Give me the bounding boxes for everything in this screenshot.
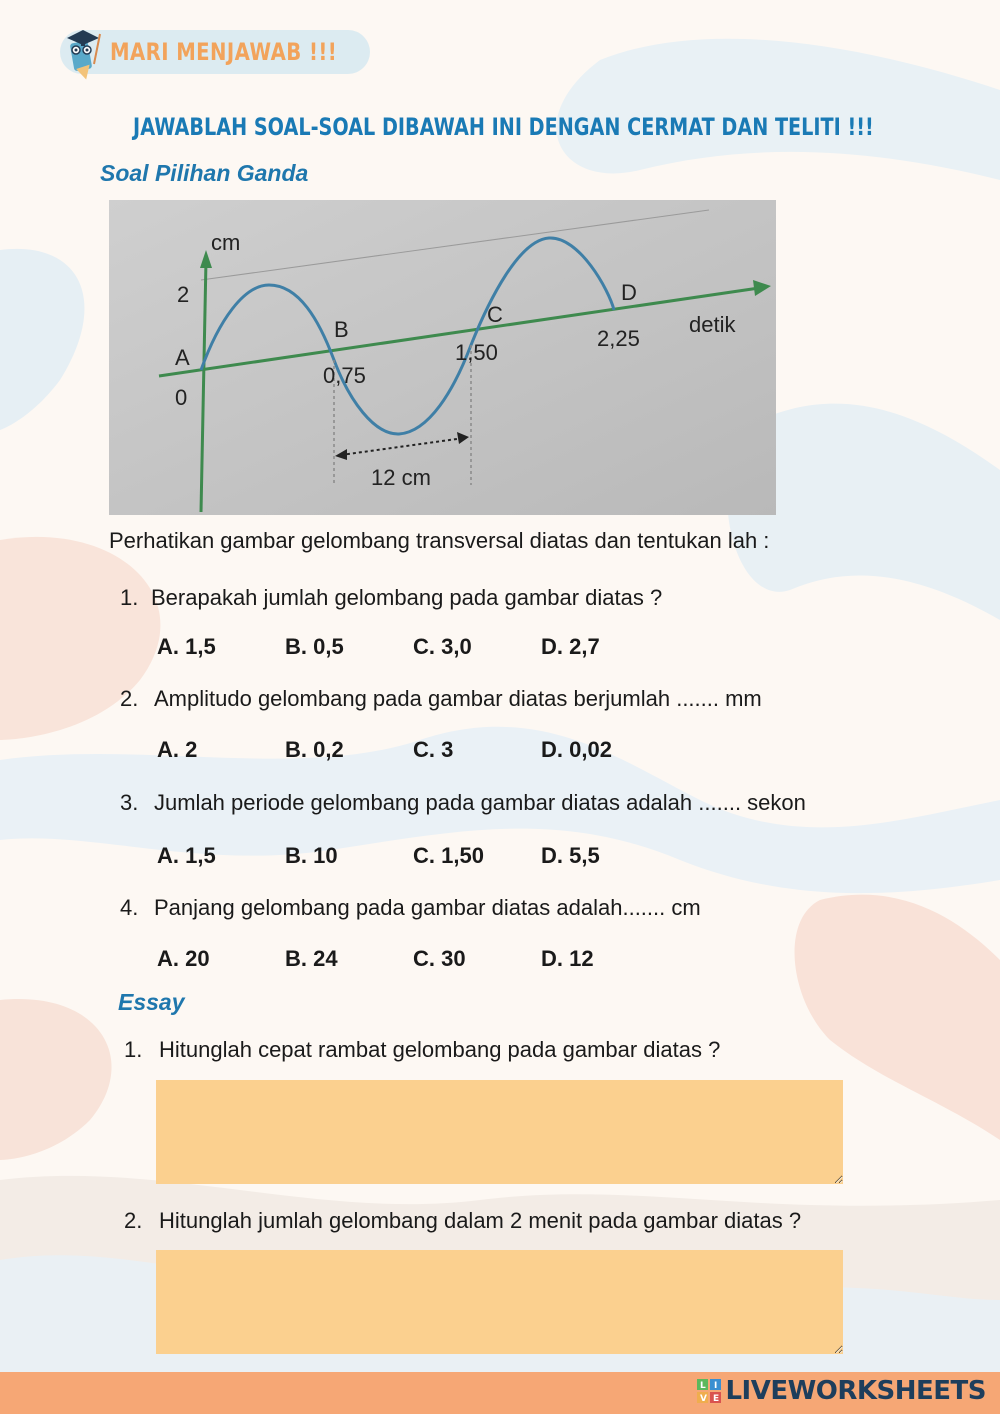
option-a[interactable]: A. 2 [157, 737, 198, 762]
option-b[interactable]: B. 10 [285, 843, 338, 868]
y-tick-label: 2 [177, 282, 190, 307]
point-label-b: B [334, 317, 349, 342]
svg-text:L: L [700, 1381, 706, 1391]
svg-text:V: V [700, 1394, 707, 1403]
option-b[interactable]: B. 24 [285, 946, 338, 971]
option-b[interactable]: B. 0,5 [285, 634, 344, 659]
option-d[interactable]: D. 12 [541, 946, 594, 971]
essay-question-number: 1. [124, 1037, 143, 1062]
essay-answer-field-1[interactable] [156, 1080, 843, 1184]
x-tick-label: 1,50 [455, 340, 498, 365]
option-b[interactable]: B. 0,2 [285, 737, 344, 762]
question-prompt: Perhatikan gambar gelombang transversal diatas dan tentukan lah : [109, 528, 770, 553]
x-tick-label: 2,25 [597, 326, 640, 351]
question-number: 3. [120, 790, 139, 815]
header-title: MARI MENJAWAB !!! [110, 38, 338, 66]
y-unit-label: cm [211, 230, 241, 255]
y-tick-label: 0 [175, 385, 188, 410]
question-number: 4. [120, 895, 139, 920]
option-a[interactable]: A. 1,5 [157, 843, 216, 868]
question-text: Panjang gelombang pada gambar diatas adalah....... cm [154, 895, 701, 920]
option-c[interactable]: C. 3 [413, 737, 454, 762]
question-text: Jumlah periode gelombang pada gambar diatas adalah ....... sekon [154, 790, 806, 815]
wavelength-label: 12 cm [371, 465, 431, 490]
question-number: 1. [120, 585, 139, 610]
section-title-essay: Essay [118, 989, 185, 1015]
question-number: 2. [120, 686, 139, 711]
question-text: Amplitudo gelombang pada gambar diatas berjumlah ....... mm [154, 686, 762, 711]
pencil-mascot-icon [56, 26, 106, 82]
question-text: Berapakah jumlah gelombang pada gambar diatas ? [151, 585, 663, 610]
option-a[interactable]: A. 1,5 [157, 634, 216, 659]
essay-question-text: Hitunglah jumlah gelombang dalam 2 menit pada gambar diatas ? [159, 1208, 802, 1233]
svg-text:E: E [713, 1394, 720, 1403]
option-a[interactable]: A. 20 [157, 946, 210, 971]
essay-answer-field-2[interactable] [156, 1250, 843, 1354]
option-c[interactable]: C. 3,0 [413, 634, 472, 659]
instruction-heading: JAWABLAH SOAL-SOAL DIBAWAH INI DENGAN CERMAT DAN TELITI !!! [133, 113, 874, 141]
option-d[interactable]: D. 5,5 [541, 843, 600, 868]
brand-logo[interactable] [697, 1376, 986, 1406]
option-c[interactable]: C. 30 [413, 946, 466, 971]
x-tick-label: 0,75 [323, 363, 366, 388]
option-d[interactable]: D. 2,7 [541, 634, 600, 659]
point-label-c: C [487, 302, 503, 327]
point-label-d: D [621, 280, 637, 305]
wave-figure [109, 200, 776, 515]
liveworksheets-logo-icon [697, 1379, 721, 1403]
essay-question-number: 2. [124, 1208, 143, 1233]
svg-text:I: I [714, 1381, 718, 1391]
option-d[interactable]: D. 0,02 [541, 737, 612, 762]
point-label-a: A [175, 345, 190, 370]
brand-name: LIVEWORKSHEETS [725, 1376, 986, 1406]
essay-question-text: Hitunglah cepat rambat gelombang pada gambar diatas ? [159, 1037, 721, 1062]
section-title-multiple-choice: Soal Pilihan Ganda [100, 160, 309, 186]
option-c[interactable]: C. 1,50 [413, 843, 484, 868]
x-unit-label: detik [689, 312, 736, 337]
